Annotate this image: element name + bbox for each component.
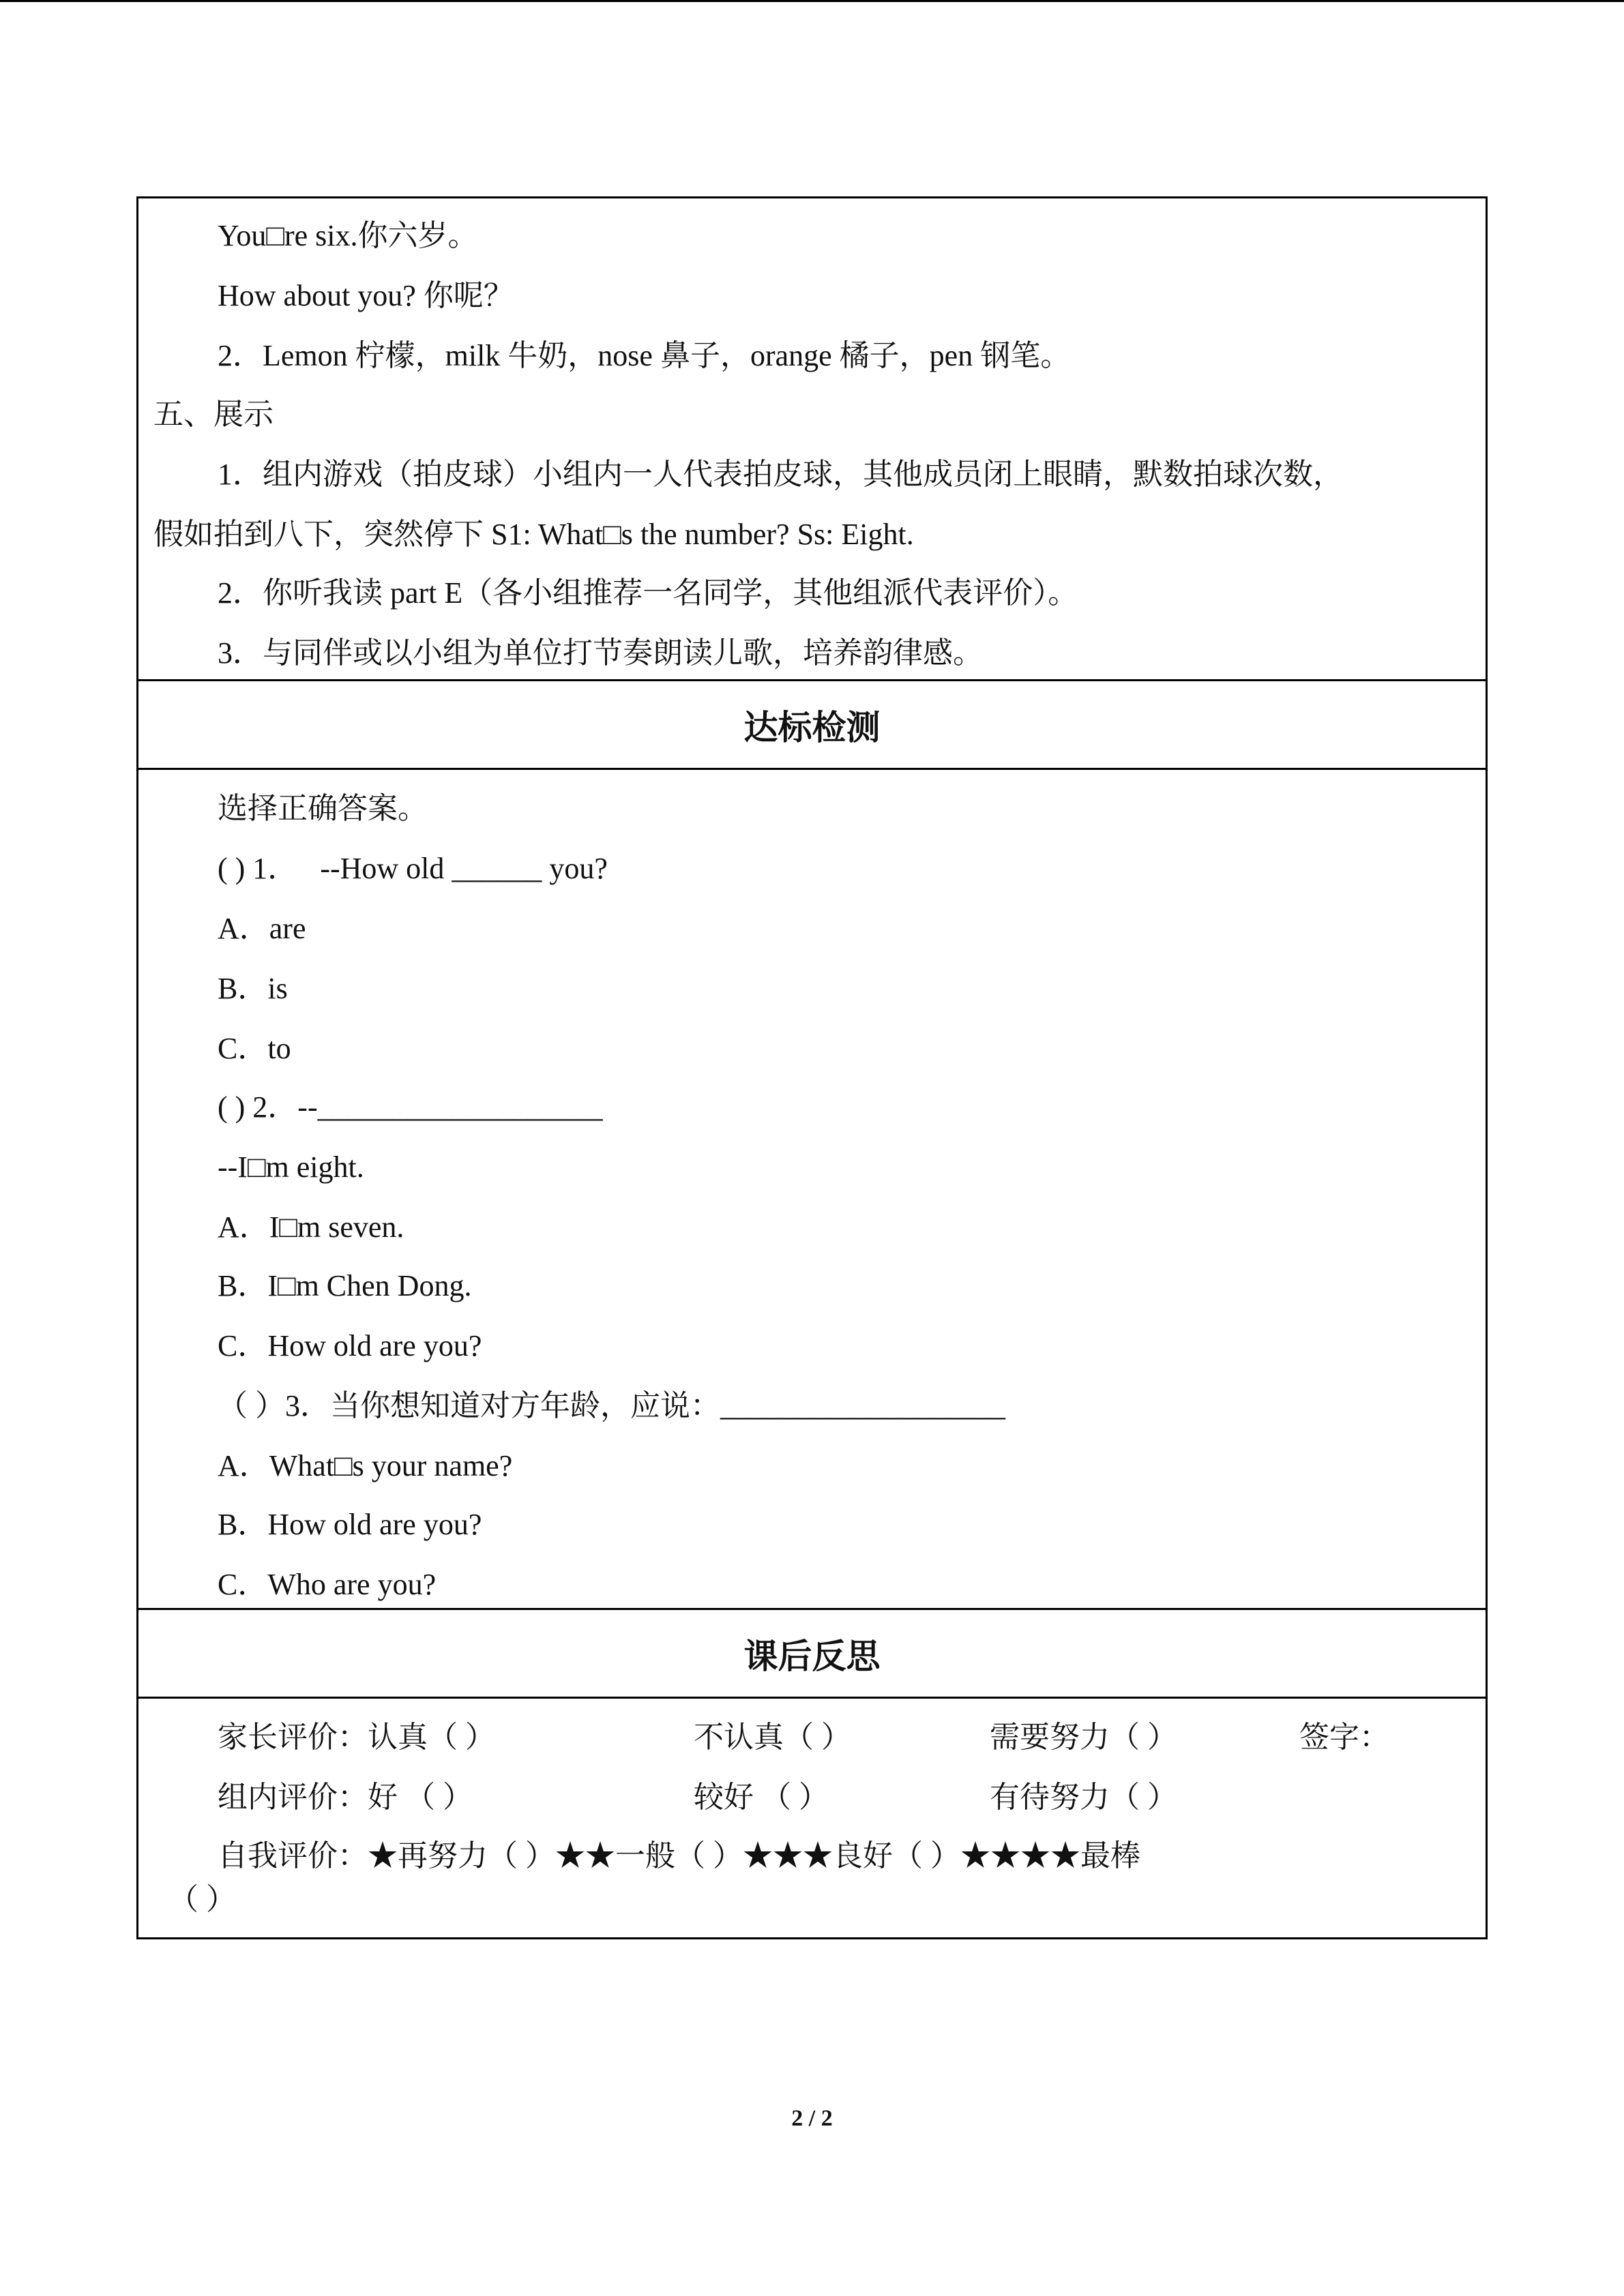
question-1-number: ( ) 1． <box>218 852 298 885</box>
question-2-answer-line: --I□m eight. <box>218 1150 364 1184</box>
question-3-option-a: A．What□s your name? <box>218 1449 513 1482</box>
assessment-heading: 达标检测 <box>743 707 881 747</box>
lesson-content-section <box>138 198 1486 681</box>
question-2 <box>218 1090 603 1124</box>
parent-eval-not-serious: 不认真（ ） <box>694 1720 851 1754</box>
content-line-7: 2．你听我读 part E（各小组推荐一名同学，其他组派代表评价）。 <box>218 576 1078 610</box>
question-3-option-c: C．Who are you? <box>218 1568 437 1601</box>
self-eval-tail: （ ） <box>168 1883 236 1916</box>
content-line-8: 3．与同伴或以小组为单位打节奏朗读儿歌，培养韵律感。 <box>218 636 983 670</box>
reflection-heading: 课后反思 <box>743 1636 881 1676</box>
content-line-3: 2．Lemon 柠檬，milk 牛奶，nose 鼻子，orange 橘子，pen 钢笔。 <box>218 339 1071 372</box>
content-line-1: You□re six.你六岁。 <box>218 219 478 252</box>
lesson-plan-table <box>136 196 1488 1939</box>
quiz-section <box>138 770 1486 1610</box>
question-1-stem: --How old ______ you? <box>320 852 608 885</box>
content-line-5: 1．组内游戏（拍皮球）小组内一人代表拍皮球，其他成员闭上眼睛，默数拍球次数， <box>218 458 1343 491</box>
question-2-option-b: B．I□m Chen Dong. <box>218 1269 472 1302</box>
question-2-number: ( ) 2．-- <box>218 1090 318 1124</box>
question-3-option-b: B．How old are you? <box>218 1508 482 1541</box>
parent-eval-needs-effort: 需要努力（ ） <box>990 1720 1177 1754</box>
question-1-option-c: C．to <box>218 1032 291 1065</box>
self-eval-line: 自我评价：★再努力（ ）★★一般（ ）★★★良好（ ）★★★★最棒 <box>218 1839 1140 1873</box>
question-2-option-c: C．How old are you? <box>218 1329 482 1362</box>
quiz-instruction: 选择正确答案。 <box>218 792 428 825</box>
question-1-option-a: A．are <box>218 912 306 945</box>
content-line-2: How about you? 你呢？ <box>218 279 514 312</box>
group-eval-better: 较好 （ ） <box>694 1780 829 1814</box>
question-3-blank: ___________________ <box>720 1389 1005 1422</box>
question-1-option-b: B．is <box>218 972 288 1005</box>
parent-eval-label: 家长评价：认真（ ） <box>218 1720 495 1754</box>
question-2-blank: ___________________ <box>317 1090 603 1124</box>
section-heading-five: 五、展示 <box>153 398 274 431</box>
group-eval-to-improve: 有待努力（ ） <box>990 1780 1177 1814</box>
content-line-6: 假如拍到八下，突然停下 S1: What□s the number? Ss: Eight. <box>153 518 914 551</box>
parent-signature-label: 签字： <box>1299 1720 1389 1754</box>
question-2-option-a: A．I□m seven. <box>218 1210 404 1244</box>
question-3 <box>218 1389 1005 1423</box>
assessment-heading-row <box>138 681 1486 770</box>
page-top-border <box>0 0 1624 2</box>
group-eval-label: 组内评价：好 （ ） <box>218 1780 473 1814</box>
evaluation-section <box>138 1699 1486 1937</box>
question-3-stem: （ ）3．当你想知道对方年龄，应说： <box>218 1389 720 1422</box>
question-1 <box>218 852 608 886</box>
page-number: 2 / 2 <box>791 2106 833 2131</box>
reflection-heading-row <box>138 1610 1486 1699</box>
